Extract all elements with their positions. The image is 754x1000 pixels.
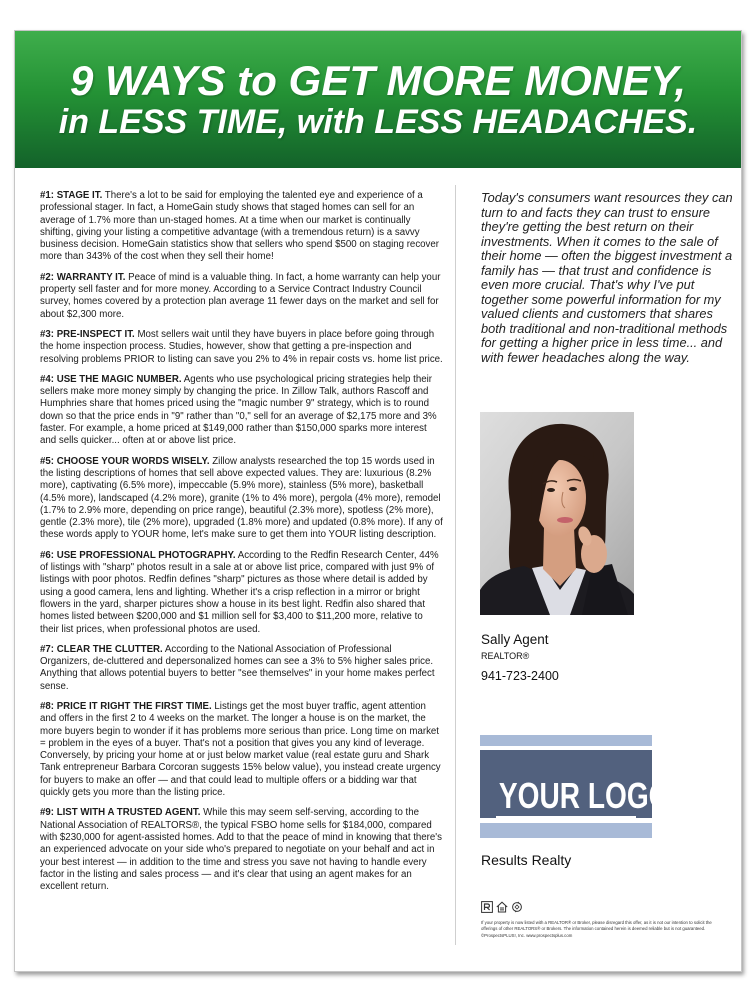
tip-1 <box>40 190 444 264</box>
agent-name: Sally Agent <box>481 632 549 647</box>
eye-left <box>547 488 555 492</box>
compliance-icons <box>481 901 523 913</box>
tip-body: Zillow analysts researched the top 15 words used in the listing descriptions of homes that sell above expected values. They are: luxurious (8.2% more), captivating (6.5% more), impeccable (5.9% more), stainless (5% more), basketball (4.5% more), landscaped (4.2% more), granite (1% to 4% more), pergola (4% more), remodel (1.7% to 2.9% more, depending on price range), beautiful (2.3% more), spotless (2% more), gentle (2.3% more), tile (2% more), upgraded (1.8% more) and updated (0.8% more). If any of these words apply to YOUR home, let's make sure to get them into YOUR listing description. <box>40 455 443 541</box>
tip-body: While this may seem self-serving, according to the National Association of REALTORS®, the typical FSBO home sells for $184,000, compared with $230,000 for agent-assisted homes. Add to that the peace of mind in knowing that there's an experienced advocate on your side who's prepared to negotiate on your behalf and act in your best interest — in addition to the time and stress you save not having to handle every factor in the listing and sales process — and it's clear that using an agent makes for an excellent return. <box>40 807 442 893</box>
company-logo-placeholder <box>480 735 671 838</box>
equal-housing-icon <box>496 901 508 913</box>
company-name: Results Realty <box>481 852 572 868</box>
realtor-icon <box>481 901 493 913</box>
tip-heading: #9: LIST WITH A TRUSTED AGENT. <box>40 807 201 819</box>
mls-icon <box>511 901 523 913</box>
tip-body: There's a lot to be said for employing the talented eye and experience of a professional stager. In fact, a HomeGain study shows that staged homes can sell for an average of 1.7% more than un-staged homes. At a time when our market is continually shifting, giving your listing a competitive advantage (with a tremendous return) is a savvy business decision. HomeGain statistics show that sellers who spend $500 on staging recover more than 343% of the cost when they sell their home! <box>40 190 440 263</box>
agent-photo <box>480 412 634 615</box>
tip-heading: #7: CLEAR THE CLUTTER. <box>40 643 163 655</box>
tip-heading: #3: PRE-INSPECT IT. <box>40 328 135 340</box>
tip-heading: #1: STAGE IT. <box>40 190 103 201</box>
tip-body: Listings get the most buyer traffic, agent attention and offers in the first 2 to 4 weeks on the market. The longer a house is on the market, the more buyers begin to wonder if it has problems more serious than price. Long time on market = problem in the eyes of a buyer. That's not a position that gives you any kind of leverage. Conversely, by pricing your home at or just below market value (real estate guru and Shark Tank entrepreneur Barbara Corcoran suggests 15% below value), you instead create urgency for buyers to make an offer — and that could lead to multiple offers or a bidding war that quickly gets you more than the listing price. <box>40 700 441 799</box>
tip-4 <box>40 374 444 448</box>
agent-phone: 941-723-2400 <box>481 669 559 683</box>
tip-6 <box>40 550 444 636</box>
logo-text: YOUR LOGO <box>498 775 671 816</box>
tip-7 <box>40 644 444 693</box>
legal-disclaimer: If your property is now listed with a REALTOR® or Broker, please disregard this offer, as it is not our intention to solicit the offerings of other REALTORS® or Brokers. The information contained herein is deemed reliable but is not guaranteed. ©ProspectsPLUS!, Inc. www.prospectsplus.com <box>481 920 712 938</box>
logo-block <box>480 750 671 818</box>
tip-body: Agents who use psychological pricing strategies help their sellers make more money simply by changing the price. In Zillow Talk, authors Rascoff and Humphries share that homes priced using the "magic number 9" strategy, which is to round down so that the price ends in "9" rather than "0," sell for an average of $2,175 more and 3% faster. For example, a home priced at $149,000 rather than $150,000 sparks more interest and sells quicker... often at or above list price. <box>40 373 437 447</box>
headline-line-2: in LESS TIME, with LESS HEADACHES. <box>58 103 698 141</box>
intro-text: Today's consumers want resources they can turn to and facts they can trust to ensure they're getting the best return on their investments. When it comes to the sale of their home — often the biggest investment a family has — that trust and confidence is even more crucial. That's why I've put together some powerful information for my valued clients and customers that shares both traditional and non-traditional methods for getting a higher price in less time... and with fewer headaches along the way. <box>481 190 733 365</box>
tip-heading: #6: USE PROFESSIONAL PHOTOGRAPHY. <box>40 549 236 561</box>
tip-body: Most sellers wait until they have buyers in place before going through the home inspection process. Studies, however, show that getting a pre-inspection and resolving problems PRIOR to listing can save you 2% to 4% in repair costs vs. home list price. <box>40 328 443 365</box>
tip-8 <box>40 701 444 799</box>
eye-right <box>569 487 577 491</box>
tip-body: Peace of mind is a valuable thing. In fact, a home warranty can help your property sell faster and for more money. According to a Service Contract Industry Council survey, homes covered by a protection plan average 11 fewer days on the market and sell for about $2,300 more. <box>40 271 441 320</box>
tip-heading: #5: CHOOSE YOUR WORDS WISELY. <box>40 455 210 467</box>
tip-2 <box>40 272 444 321</box>
agent-title: REALTOR® <box>481 651 530 661</box>
flyer-page <box>14 30 742 972</box>
lips <box>557 517 573 523</box>
tip-body: According to the Redfin Research Center, 44% of listings with "sharp" photos result in a sale at or above list price, compared with just 9% of listings with poor photos. Redfin defines "sharp" pictures as those where detail is added by using a good camera, lens and lighting. Whether it's a crisp reflection in a mirror or bright flowers in the yard, sharper pictures show a house in its best light. Redfin also shared that homes listed between $200,000 and $1 million sell for $3,400 to $11,200 more, relative to their list prices, when professional photos are used. <box>40 549 439 635</box>
tip-heading: #2: WARRANTY IT. <box>40 271 126 283</box>
headline-line-1: 9 WAYS to GET MORE MONEY, <box>69 57 687 104</box>
tip-heading: #4: USE THE MAGIC NUMBER. <box>40 373 182 385</box>
column-divider <box>455 185 456 945</box>
logo-stripe-top <box>480 735 652 746</box>
tip-heading: #8: PRICE IT RIGHT THE FIRST TIME. <box>40 700 212 712</box>
logo-underline <box>496 816 636 818</box>
tip-5 <box>40 456 444 542</box>
tip-9 <box>40 807 444 893</box>
tip-3 <box>40 329 444 366</box>
tip-body: According to the National Association of Professional Organizers, de-cluttered and depersonalized homes can see a 3% to 5% higher sales price. Anything that allows potential buyers to better "see themselves" in your home makes perfect sense. <box>40 643 435 692</box>
tips-column <box>40 190 444 901</box>
header-banner <box>15 31 741 168</box>
logo-stripe-bottom <box>480 823 652 838</box>
